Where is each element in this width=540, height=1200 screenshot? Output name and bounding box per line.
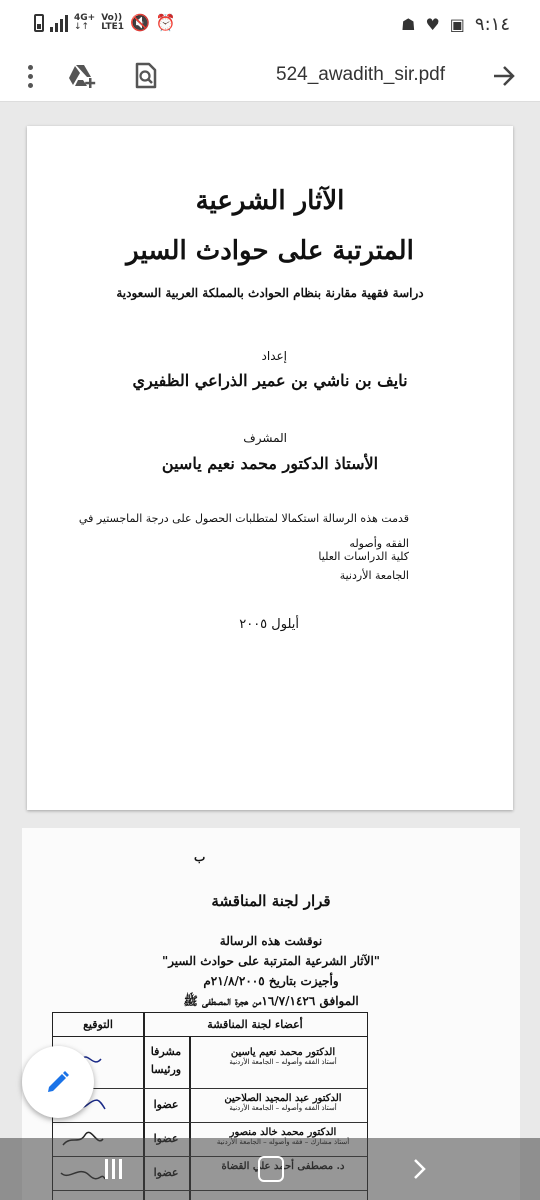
submission-line-3: كلية الدراسات العليا <box>318 550 409 563</box>
thesis-title-line2: المترتبة على حوادث السير <box>126 236 414 266</box>
supervisor-name: الأستاذ الدكتور محمد نعيم ياسين <box>161 454 379 473</box>
find-in-page-icon <box>133 62 159 90</box>
member-name: الدكتور محمد خالد منصور <box>229 1127 337 1138</box>
add-to-drive-icon <box>67 62 97 90</box>
members-header: أعضاء لجنة المناقشة <box>143 1013 367 1037</box>
home-icon <box>258 1156 284 1182</box>
status-left <box>34 14 176 32</box>
edit-fab-button[interactable] <box>22 1046 94 1118</box>
more-vert-icon <box>28 65 33 88</box>
home-button[interactable] <box>256 1156 286 1182</box>
page-letter-mark: ب <box>194 850 206 864</box>
alarm-icon: ⏰ <box>155 13 176 32</box>
clock: ٩:١٤ <box>474 14 510 35</box>
author-name: نايف بن ناشي بن عمير الذراعي الظفيري <box>132 371 408 390</box>
file-name: 524_awadith_sir.pdf <box>276 64 446 85</box>
app-toolbar <box>0 50 540 102</box>
mute-icon: 🔇 <box>130 13 150 32</box>
more-options-button[interactable] <box>14 60 46 92</box>
recents-icon <box>105 1159 122 1179</box>
back-button[interactable] <box>404 1156 434 1182</box>
battery-icon <box>34 14 44 32</box>
thesis-title-quote: "الآثار الشرعية المترتبة على حوادث السير" <box>161 954 381 968</box>
status-right <box>401 14 510 35</box>
submission-line-1: قدمت هذه الرسالة استكمالا لمتطلبات الحصول على درجة الماجستير في <box>78 512 409 525</box>
system-nav-bar <box>0 1138 540 1200</box>
submission-line-4: الجامعة الأردنية <box>339 569 409 582</box>
find-in-page-button[interactable] <box>130 60 162 92</box>
add-to-drive-button[interactable] <box>66 60 98 92</box>
signal-icon <box>50 14 68 32</box>
hijri-date-line: الموافق ١٦/٧/١٤٢٦من هجرة المصطفى ﷺ <box>183 994 359 1008</box>
prepared-by-label: إعداد <box>261 349 287 363</box>
edit-pencil-icon <box>44 1068 72 1096</box>
back-icon <box>411 1157 427 1181</box>
member-role: عضوا <box>153 1098 179 1111</box>
gallery-icon: ▣ <box>449 14 465 34</box>
supervisor-label: المشرف <box>243 431 287 445</box>
open-with-button[interactable] <box>488 60 520 92</box>
thesis-date: أيلول ٢٠٠٥ <box>239 617 299 632</box>
status-bar <box>0 0 540 50</box>
member-name: الدكتور محمد نعيم ياسين أستاذ الفقه وأصوله – الجامعة الأردنية <box>229 1047 337 1066</box>
submission-line-2: الفقه وأصوله <box>349 537 409 550</box>
thesis-subtitle: دراسة فقهية مقارنة بنظام الحوادث بالمملكة العربية السعودية <box>116 286 424 300</box>
pdf-page-1[interactable] <box>27 126 513 810</box>
network-indicator: 4G+ ↓↑ <box>74 13 96 32</box>
heart-icon: ♥ <box>425 14 440 34</box>
thesis-title-line1: الآثار الشرعية <box>195 186 345 216</box>
approved-date-line: وأجيزت بتاريخ ٢١/٨/٢٠٠٥م <box>203 974 339 988</box>
discussed-line: نوقشت هذه الرسالة <box>219 934 323 948</box>
member-name: الدكتور عبد المجيد الصلاحين أستاذ الفقه وأصوله – الجامعة الأردنية <box>224 1093 342 1112</box>
signature-header: التوقيع <box>53 1013 143 1037</box>
member-role: مشرفا ورئيسا <box>150 1045 182 1076</box>
committee-decision-title: قرار لجنة المناقشة <box>211 892 331 910</box>
member-row <box>53 1089 367 1123</box>
volte-indicator: Vo)) LTE1 <box>101 13 124 32</box>
recents-button[interactable] <box>98 1156 128 1182</box>
vpn-icon: ☗ <box>401 14 416 34</box>
forward-arrow-icon <box>491 63 517 89</box>
member-row <box>53 1037 367 1089</box>
